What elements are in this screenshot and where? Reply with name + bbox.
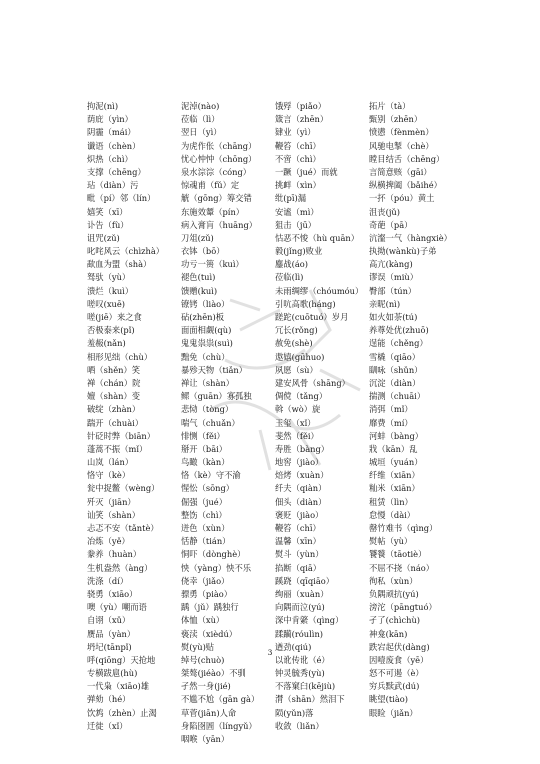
vocab-entry: 迸色（xùn） [181,523,230,533]
vocab-entry: 骠勇（piào） [181,588,233,599]
vocab-entry: 言简意赅（gāi） [369,166,432,177]
vocab-entry: 荫庇（yìn） [87,114,133,125]
vocab-entry: 恪（kè）守不渝 [181,470,241,481]
vocab-entry: 斡（wò）旋 [275,404,321,415]
vocab-entry: 纤维（xiān） [369,470,420,481]
vocab-entry: 风驰电掣（chè） [369,140,434,151]
vocab-entry: 拘泥(nì) [87,101,119,111]
vocab-entry: 陨(yǔn)落 [275,707,314,718]
vocab-entry: 安谧（mì） [275,206,319,217]
vocab-entry: 禅让（shàn） [181,377,235,388]
vocab-entry: 一抔（póu）黄土 [369,193,435,204]
vocab-entry: 毗（pí）邻（lín） [87,193,156,204]
vocab-entry: 鸟瞰（kàn） [181,457,230,468]
vocab-entry: 踽（jǔ）踽独行 [181,602,239,613]
vocab-entry: 如火如荼(tú) [369,312,418,322]
vocab-entry: 喘气（chuǎn） [181,417,240,428]
vocab-entry: 生机盎然（àng） [87,562,153,573]
vocab-entry: 执拗(wànkù)子弟 [369,246,437,257]
vocab-entry: 忧心忡忡（chōng） [181,153,257,164]
vocab-entry: 戕（kān）乱 [369,443,418,454]
vocab-entry: 鞭笞（chī） [275,140,321,151]
vocab-entry: 穷兵黩武(dú) [369,681,420,692]
vocab-entry: 骁勇（xiāo） [87,588,138,599]
vocab-entry: 自诩（xǔ） [87,615,131,626]
vocab-entry: 潸（shān）然泪下 [275,694,345,705]
vocab-entry: 引吭高歌(háng) [275,298,336,309]
vocab-entry: 肄业（yì） [275,127,316,138]
vocab-entry: 瞓咏（shǔn） [369,364,423,375]
vocab-entry: 忐忑不安（tǎntè） [87,523,159,533]
vocab-entry: 赦免(shè) [275,338,313,349]
vocab-entry: 褒贬（jiào） [275,509,324,520]
vocab-entry: 体恤（xù） [181,615,225,626]
vocab-entry: 歃血为盟（shà） [87,259,152,270]
vocab-entry: 地窖（jiào） [275,457,324,468]
vocab-entry: 高亢(kàng) [369,259,413,270]
vocab-entry: 嬉笑（xī） [87,206,128,217]
vocab-entry: 蹉跎(cuōtuó）岁月 [275,312,349,322]
vocab-entry: 黜免（chù） [181,351,230,362]
vocab-entry: 褪色(tuì) [181,272,216,283]
vocab-entry: 病入膏肓（huāng） [181,219,258,230]
vocab-entry: 温馨（xīn） [275,536,321,547]
vocab-entry: 针砭时弊（biān） [87,430,156,441]
vocab-entry: 城垣（yuán） [369,457,423,468]
vocab-entry: 馈赠(kuì) [181,285,218,296]
vocab-entry: 鞭笞（chī） [275,523,321,533]
vocab-entry: 洗涤（dí） [87,575,129,586]
vocab-entry: 倜傥（tǎng） [275,391,328,402]
vocab-entry: 纤夫（qiàn） [275,483,327,494]
vocab-entry: 籼米（xiān） [369,483,420,494]
vocab-entry: 瓮中捉鳖（wèng） [87,483,160,494]
vocab-entry: 讪笑（shàn） [87,509,141,520]
vocab-entry: 掐断（qiā） [275,562,322,573]
vocab-entry: 孑然一身(jié) [181,681,231,692]
vocab-entry: 哂（shěn）笑 [87,364,141,375]
vocab-entry: 消弭（mǐ） [369,404,413,415]
vocab-entry: 沆瀣一气（hàngxiè） [369,232,452,243]
vocab-entry: 愤懑（fènmèn） [369,127,434,138]
vocab-entry: 寿胜（bàng） [275,443,330,454]
vocab-entry: 养尊处优(zhuō) [369,325,429,336]
vocab-entry: 臀部（tún） [369,285,417,296]
vocab-entry: 以讹传讹（é） [275,654,330,665]
vocab-entry: 恬静（tián） [181,536,231,547]
vocab-entry: 嗟叹(xuē) [87,298,126,309]
vocab-entry: 罄竹难书（qìng） [369,523,438,533]
vocab-entry: 悱恻（fěi） [181,430,225,441]
vocab-entry: 佃头（diàn） [275,496,327,507]
vocab-entry: 沉淀（diàn） [369,377,421,388]
vocab-entry: 掰开（bāi） [181,443,228,454]
vocab-entry: 蓬蒿不振（mǐ） [87,443,148,454]
vocab-entry: 租赁（lìn） [369,496,413,507]
vocab-entry: 因噎废食（yē） [369,654,429,665]
vocab-entry: 蹂躏(róulìn) [275,628,324,639]
vocab-entry: 恫吓（dònghè） [181,549,246,560]
vocab-entry: 未雨绸缪（chóumóu） [275,285,364,296]
vocab-entry: 莅临(lì) [275,272,304,283]
vocab-entry: 悲恸（tòng） [181,404,234,415]
vocab-entry: 鬼鬼祟祟(suì) [181,338,233,349]
vocab-entry: 泥淖(nào) [181,101,220,111]
vocab-entry: 相形见绌（chù） [87,351,153,362]
vocab-entry: 身陷囹圄（língyǔ） [181,720,257,731]
vocab-entry: 禅（chán）院 [87,377,141,388]
vocab-entry: 嬗（shàn）变 [87,391,141,402]
vocab-entry: 支撑（chēng） [87,166,146,177]
vocab-entry: 羞赧(nǎn) [87,338,126,349]
vocab-entry: 不屈不挠（náo） [369,562,435,573]
vocab-entry: 翌日（yì） [181,127,222,138]
vocab-entry: 一蹶（jué）而就 [275,166,338,177]
vocab-entry: 面面相觑(qù) [181,325,232,336]
vocab-entry: 沮丧(jǔ) [369,206,400,217]
vocab-entry: 饿殍（piǎo） [275,101,327,111]
vocab-entry: 噢（yù）嘲而语 [87,602,147,613]
vocab-entry: 破绽（zhàn） [87,404,141,415]
vocab-entry: 不啻（chì） [275,153,321,164]
vocab-entry: 专横跋扈(hù) [87,668,138,679]
vocab-entry: 滂沱（pāngtuó） [369,602,437,613]
vocab-entry: 甄别（zhēn） [369,114,423,125]
vocab-entry: 阴霾（mái） [87,127,136,138]
vocab-entry: 雪橇（qiāo） [369,351,421,362]
vocab-entry: 镣铐（liào） [181,298,230,309]
vocab-entry: 亲昵(nì) [369,298,401,309]
vocab-entry: 亵渎（xièdú） [181,628,238,639]
vocab-entry: 逞能（chěng） [369,338,428,349]
vocab-entry: 蹊跷（qīqiāo） [275,575,335,586]
vocab-entry: 挑衅（xìn） [275,180,321,191]
vocab-entry: 谬误（miù） [369,272,419,283]
vocab-entry: 鳏（guān）寡孤独 [181,391,252,402]
vocab-entry: 靡费（mí） [369,417,413,428]
vocab-entry: 怠慢（dài） [369,509,416,520]
vocab-entry: 否极泰来(pǐ) [87,325,135,336]
vocab-entry: 鏖战(áo) [275,259,309,270]
vocab-entry: 遨嬉(gūhuo) [275,351,325,362]
vocab-entry: 驽驮（yù） [87,272,131,283]
vocab-entry: 莅临（lì） [181,114,220,125]
vocab-entry: 拓片（tà） [369,101,411,111]
vocab-entry: 绰号(chuò) [181,654,225,665]
vocab-entry: 炽热（chì） [87,153,133,164]
vocab-entry: 歼灭（jiān） [87,496,136,507]
vocab-entry: 熨(yù)贴 [181,641,215,652]
vocab-entry: 饮鸩（zhèn）止渴 [87,707,157,718]
vocab-entry: 遒劲(qiú) [275,641,312,652]
vocab-entry: 纰(pī)漏 [275,193,307,204]
vocab-entry: 呼(qiōng）天抢地 [87,654,156,665]
vocab-entry: 怙恶不悛（hù quān） [275,232,360,243]
vocab-entry: 玷（diàn）污 [87,180,139,191]
vocab-entry: 冗长(rǒng) [275,325,318,336]
vocab-entry: 夙愿（sù） [275,364,318,375]
vocab-entry: 绚丽（xuàn） [275,588,329,599]
vocab-entry: 豢养（huàn） [87,549,142,560]
vocab-entry: 斐然（fěi） [275,430,319,441]
vocab-entry: 建安风骨（shāng） [275,377,350,388]
vocab-entry: 眺望(tiào) [369,694,408,705]
vocab-entry: 迁徙（xǐ） [87,720,128,731]
vocab-entry: 溃烂（kuì） [87,285,134,296]
vocab-entry: 熨斗（yùn） [275,549,324,560]
vocab-entry: 毅(jǐng)败业 [275,246,323,257]
vocab-entry: 饕餮（tāotiè） [369,549,427,560]
vocab-entry: 一代枭（xiāo)雄 [87,681,149,692]
vocab-entry: 为虎作伥（chāng） [181,140,257,151]
vocab-entry: 诅咒(zǔ) [87,232,120,243]
vocab-entry: 怏（yàng）怏不乐 [181,562,252,573]
vocab-entry: 神龛(kān) [369,628,408,639]
vocab-entry: 山岚（lán） [87,457,134,468]
vocab-entry: 狙击（jū） [275,219,317,230]
vocab-entry: 嗟(jiē）来之食 [87,312,142,322]
vocab-entry: 东施效颦（pín） [181,206,245,217]
vocab-entry: 不尴不尬（gān gà） [181,694,260,705]
vocab-entry: 踹开（chuài） [87,417,144,428]
vocab-entry: 暴殄天物（tiǎn） [181,364,248,375]
vocab-entry: 惊魂甫（fǔ）定 [181,180,240,191]
vocab-entry: 衣钵（bō） [181,246,225,257]
vocab-entry: 箴言（zhēn） [275,114,329,125]
vocab-entry: 向隅而泣(yú) [275,602,325,613]
vocab-entry: 奇葩（pā） [369,219,413,230]
vocab-entry: 赝品（yàn） [87,628,136,639]
vocab-entry: 纵横捭阖（bǎihé） [369,180,442,191]
vocab-entry: 功亏一篑（kuì） [181,259,244,270]
vocab-entry: 倔强（jué） [181,496,228,507]
vocab-entry: 瞠目结舌（chēng） [369,153,445,164]
vocab-entry: 叱咤风云（chìzhà） [87,246,165,257]
vocab-entry: 熨帖（yù） [369,536,413,547]
vocab-entry: 负隅顽抗(yú) [369,588,419,599]
vocab-entry: 深中肯綮（qìng） [275,615,344,626]
vocab-entry: 泉水淙淙（cóng） [181,166,252,177]
vocab-entry: 揣测（chuāi） [369,391,426,402]
vocab-entry: 觥（gōng）筹交错 [181,193,252,204]
vocab-entry: 孑了(chìchù) [369,615,421,626]
vocab-entry: 河蚌（bàng） [369,430,424,441]
vocab-entry: 收敛（liǎn） [275,720,324,731]
vocab-entry: 砧(zhēn)板 [181,312,225,322]
vocab-entry: 刀俎(zǔ) [181,232,214,243]
vocab-entry: 谶语（chèn） [87,140,141,151]
vocab-entry: 钟灵毓秀(yù) [275,668,325,679]
vocab-entry: 恪守（kè） [87,470,131,481]
page-number: 3 [267,648,273,657]
vocab-entry: 咽喉（yān） [181,734,230,744]
vocab-entry: 惺忪（sōng） [181,483,235,494]
vocab-entry: 弹劾（hé） [87,694,131,705]
vocab-entry: 不落窠臼(kējiù) [275,681,336,692]
vocab-entry: 整饬（chì） [181,509,227,520]
vocab-entry: 桀骜(jiéào）不驯 [181,668,246,679]
vocab-entry: 焙烤（xuàn） [275,470,329,481]
vocab-entry: 怒不可遏（è） [369,668,424,679]
vocab-entry: 玉玺（xǐ） [275,417,316,428]
vocab-entry: 眼睑（jiǎn） [369,707,418,718]
vocab-entry: 讣告（fù） [87,219,129,230]
vocab-entry: 跌宕起伏(dàng) [369,641,430,652]
vocab-entry: 冶炼（yě） [87,536,130,547]
vocab-entry: 侥幸（jiǎo） [181,575,230,586]
vocab-entry: 徇私（xùn） [369,575,418,586]
vocab-entry: 坍圮(tānpǐ) [87,641,132,652]
vocab-entry: 草菅(jiān)人命 [181,707,237,718]
